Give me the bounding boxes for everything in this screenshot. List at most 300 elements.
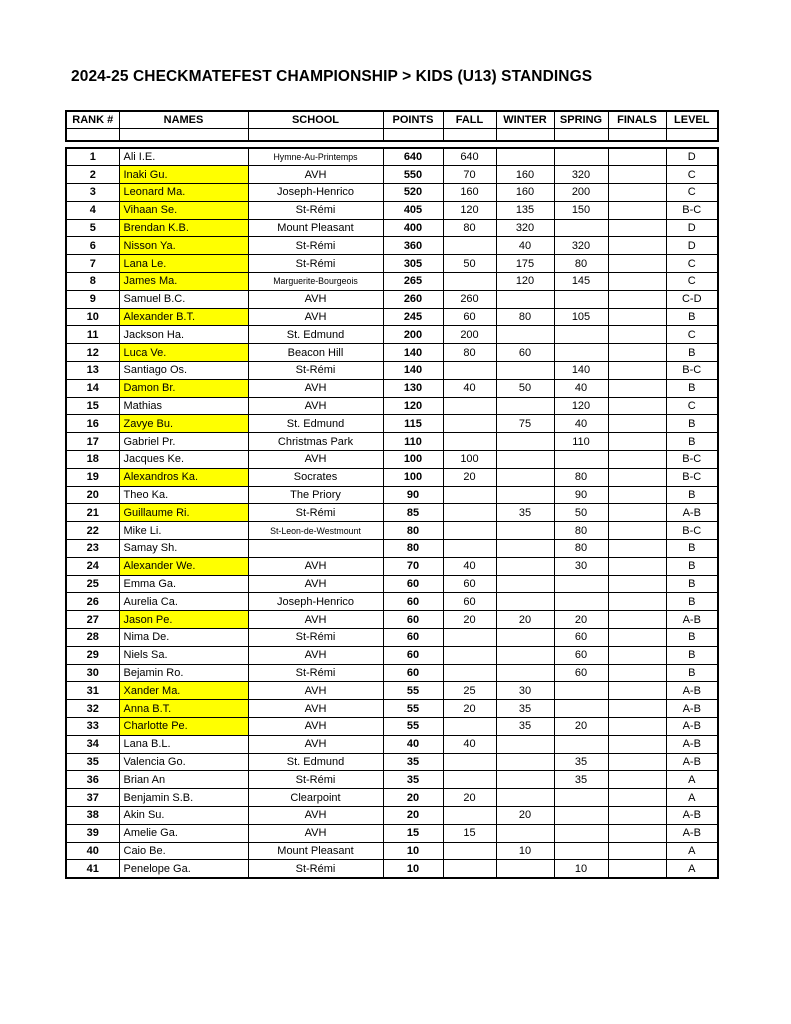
rank-cell: 33 bbox=[66, 718, 119, 736]
rank-cell: 40 bbox=[66, 842, 119, 860]
rank-cell: 6 bbox=[66, 237, 119, 255]
points-cell: 200 bbox=[383, 326, 443, 344]
table-row bbox=[66, 700, 718, 718]
winter-cell bbox=[496, 326, 554, 344]
school-cell: AVH bbox=[248, 308, 383, 326]
rank-cell: 38 bbox=[66, 806, 119, 824]
finals-cell bbox=[608, 860, 666, 878]
level-cell: A-B bbox=[666, 824, 718, 842]
name-cell: Samuel B.C. bbox=[119, 290, 248, 308]
points-cell: 20 bbox=[383, 806, 443, 824]
points-cell: 55 bbox=[383, 718, 443, 736]
name-cell: Brian An bbox=[119, 771, 248, 789]
level-cell: C bbox=[666, 326, 718, 344]
school-cell: Hymne-Au-Printemps bbox=[248, 148, 383, 166]
fall-cell bbox=[443, 540, 496, 558]
points-cell: 60 bbox=[383, 646, 443, 664]
table-row bbox=[66, 290, 718, 308]
rank-cell: 27 bbox=[66, 611, 119, 629]
winter-cell: 20 bbox=[496, 806, 554, 824]
table-row bbox=[66, 629, 718, 647]
rank-cell: 23 bbox=[66, 540, 119, 558]
name-cell: Jason Pe. bbox=[119, 611, 248, 629]
fall-cell bbox=[443, 237, 496, 255]
school-cell: AVH bbox=[248, 611, 383, 629]
winter-cell bbox=[496, 522, 554, 540]
winter-cell bbox=[496, 397, 554, 415]
rank-cell: 12 bbox=[66, 344, 119, 362]
school-cell: St. Edmund bbox=[248, 753, 383, 771]
name-cell: Vihaan Se. bbox=[119, 201, 248, 219]
column-header-spring: SPRING bbox=[554, 111, 608, 128]
points-cell: 60 bbox=[383, 611, 443, 629]
finals-cell bbox=[608, 735, 666, 753]
table-row bbox=[66, 646, 718, 664]
standings-header-table bbox=[65, 110, 719, 142]
spring-cell: 80 bbox=[554, 468, 608, 486]
rank-cell: 1 bbox=[66, 148, 119, 166]
rank-cell: 35 bbox=[66, 753, 119, 771]
school-cell: AVH bbox=[248, 379, 383, 397]
finals-cell bbox=[608, 237, 666, 255]
winter-cell: 75 bbox=[496, 415, 554, 433]
finals-cell bbox=[608, 664, 666, 682]
spring-cell bbox=[554, 806, 608, 824]
school-cell: Joseph-Henrico bbox=[248, 593, 383, 611]
page-title: 2024-25 CHECKMATEFEST CHAMPIONSHIP > KIDS (U13) STANDINGS bbox=[71, 68, 593, 85]
rank-cell: 5 bbox=[66, 219, 119, 237]
winter-cell: 160 bbox=[496, 184, 554, 202]
rank-cell: 14 bbox=[66, 379, 119, 397]
winter-cell: 30 bbox=[496, 682, 554, 700]
points-cell: 110 bbox=[383, 433, 443, 451]
fall-cell bbox=[443, 433, 496, 451]
level-cell: C-D bbox=[666, 290, 718, 308]
finals-cell bbox=[608, 522, 666, 540]
fall-cell bbox=[443, 486, 496, 504]
finals-cell bbox=[608, 451, 666, 469]
spring-cell bbox=[554, 735, 608, 753]
empty-cell bbox=[666, 128, 718, 141]
finals-cell bbox=[608, 184, 666, 202]
name-cell: Lana B.L. bbox=[119, 735, 248, 753]
finals-cell bbox=[608, 629, 666, 647]
points-cell: 40 bbox=[383, 735, 443, 753]
column-header-finals: FINALS bbox=[608, 111, 666, 128]
fall-cell: 40 bbox=[443, 735, 496, 753]
fall-cell: 20 bbox=[443, 789, 496, 807]
winter-cell bbox=[496, 433, 554, 451]
column-header-winter: WINTER bbox=[496, 111, 554, 128]
table-row bbox=[66, 415, 718, 433]
school-cell: Clearpoint bbox=[248, 789, 383, 807]
table-row bbox=[66, 362, 718, 380]
level-cell: A-B bbox=[666, 682, 718, 700]
standings-body bbox=[66, 148, 718, 878]
school-cell: St-Rémi bbox=[248, 237, 383, 255]
spring-cell: 50 bbox=[554, 504, 608, 522]
name-cell: Penelope Ga. bbox=[119, 860, 248, 878]
name-cell: Caio Be. bbox=[119, 842, 248, 860]
empty-cell bbox=[496, 128, 554, 141]
level-cell: B-C bbox=[666, 522, 718, 540]
rank-cell: 26 bbox=[66, 593, 119, 611]
rank-cell: 4 bbox=[66, 201, 119, 219]
name-cell: Ali I.E. bbox=[119, 148, 248, 166]
school-cell: St-Rémi bbox=[248, 664, 383, 682]
winter-cell bbox=[496, 664, 554, 682]
school-cell: AVH bbox=[248, 557, 383, 575]
rank-cell: 3 bbox=[66, 184, 119, 202]
rank-cell: 37 bbox=[66, 789, 119, 807]
table-row bbox=[66, 753, 718, 771]
level-cell: D bbox=[666, 148, 718, 166]
finals-cell bbox=[608, 166, 666, 184]
rank-cell: 11 bbox=[66, 326, 119, 344]
level-cell: B bbox=[666, 344, 718, 362]
winter-cell bbox=[496, 362, 554, 380]
table-row bbox=[66, 735, 718, 753]
winter-cell bbox=[496, 753, 554, 771]
table-row bbox=[66, 806, 718, 824]
winter-cell bbox=[496, 646, 554, 664]
points-cell: 35 bbox=[383, 771, 443, 789]
finals-cell bbox=[608, 540, 666, 558]
rank-cell: 22 bbox=[66, 522, 119, 540]
fall-cell: 160 bbox=[443, 184, 496, 202]
winter-cell: 50 bbox=[496, 379, 554, 397]
spring-cell bbox=[554, 700, 608, 718]
fall-cell bbox=[443, 362, 496, 380]
spring-cell: 10 bbox=[554, 860, 608, 878]
fall-cell bbox=[443, 753, 496, 771]
empty-cell bbox=[248, 128, 383, 141]
finals-cell bbox=[608, 806, 666, 824]
spring-cell bbox=[554, 451, 608, 469]
fall-cell bbox=[443, 806, 496, 824]
name-cell: Charlotte Pe. bbox=[119, 718, 248, 736]
rank-cell: 9 bbox=[66, 290, 119, 308]
spring-cell: 140 bbox=[554, 362, 608, 380]
level-cell: C bbox=[666, 273, 718, 291]
fall-cell bbox=[443, 860, 496, 878]
name-cell: Anna B.T. bbox=[119, 700, 248, 718]
spring-cell: 120 bbox=[554, 397, 608, 415]
finals-cell bbox=[608, 593, 666, 611]
finals-cell bbox=[608, 700, 666, 718]
name-cell: Mathias bbox=[119, 397, 248, 415]
points-cell: 245 bbox=[383, 308, 443, 326]
level-cell: C bbox=[666, 184, 718, 202]
winter-cell: 60 bbox=[496, 344, 554, 362]
points-cell: 520 bbox=[383, 184, 443, 202]
rank-cell: 8 bbox=[66, 273, 119, 291]
level-cell: A-B bbox=[666, 735, 718, 753]
winter-cell bbox=[496, 557, 554, 575]
points-cell: 80 bbox=[383, 540, 443, 558]
finals-cell bbox=[608, 682, 666, 700]
level-cell: B bbox=[666, 486, 718, 504]
winter-cell: 175 bbox=[496, 255, 554, 273]
points-cell: 405 bbox=[383, 201, 443, 219]
finals-cell bbox=[608, 290, 666, 308]
fall-cell: 200 bbox=[443, 326, 496, 344]
points-cell: 55 bbox=[383, 682, 443, 700]
school-cell: Mount Pleasant bbox=[248, 219, 383, 237]
points-cell: 10 bbox=[383, 860, 443, 878]
table-row bbox=[66, 451, 718, 469]
name-cell: Niels Sa. bbox=[119, 646, 248, 664]
winter-cell bbox=[496, 593, 554, 611]
winter-cell bbox=[496, 789, 554, 807]
finals-cell bbox=[608, 201, 666, 219]
table-row bbox=[66, 664, 718, 682]
rank-cell: 31 bbox=[66, 682, 119, 700]
spring-cell: 320 bbox=[554, 237, 608, 255]
empty-cell bbox=[608, 128, 666, 141]
name-cell: Gabriel Pr. bbox=[119, 433, 248, 451]
level-cell: B-C bbox=[666, 362, 718, 380]
name-cell: Valencia Go. bbox=[119, 753, 248, 771]
table-row bbox=[66, 184, 718, 202]
rank-cell: 39 bbox=[66, 824, 119, 842]
rank-cell: 36 bbox=[66, 771, 119, 789]
spring-cell: 80 bbox=[554, 540, 608, 558]
table-row bbox=[66, 522, 718, 540]
rank-cell: 30 bbox=[66, 664, 119, 682]
name-cell: Bejamin Ro. bbox=[119, 664, 248, 682]
fall-cell: 20 bbox=[443, 700, 496, 718]
level-cell: B bbox=[666, 593, 718, 611]
name-cell: Jacques Ke. bbox=[119, 451, 248, 469]
points-cell: 400 bbox=[383, 219, 443, 237]
finals-cell bbox=[608, 255, 666, 273]
finals-cell bbox=[608, 219, 666, 237]
school-cell: AVH bbox=[248, 700, 383, 718]
name-cell: Damon Br. bbox=[119, 379, 248, 397]
spring-cell bbox=[554, 148, 608, 166]
empty-row bbox=[66, 128, 718, 141]
school-cell: AVH bbox=[248, 290, 383, 308]
school-cell: St-Rémi bbox=[248, 771, 383, 789]
spring-cell bbox=[554, 219, 608, 237]
empty-cell bbox=[443, 128, 496, 141]
school-cell: Beacon Hill bbox=[248, 344, 383, 362]
winter-cell: 120 bbox=[496, 273, 554, 291]
winter-cell: 40 bbox=[496, 237, 554, 255]
points-cell: 80 bbox=[383, 522, 443, 540]
level-cell: B bbox=[666, 415, 718, 433]
rank-cell: 20 bbox=[66, 486, 119, 504]
level-cell: B bbox=[666, 540, 718, 558]
points-cell: 115 bbox=[383, 415, 443, 433]
spring-cell: 30 bbox=[554, 557, 608, 575]
level-cell: C bbox=[666, 397, 718, 415]
level-cell: B-C bbox=[666, 451, 718, 469]
winter-cell bbox=[496, 148, 554, 166]
table-row bbox=[66, 789, 718, 807]
winter-cell: 10 bbox=[496, 842, 554, 860]
winter-cell bbox=[496, 824, 554, 842]
spring-cell: 105 bbox=[554, 308, 608, 326]
table-row bbox=[66, 486, 718, 504]
table-row bbox=[66, 344, 718, 362]
fall-cell: 20 bbox=[443, 611, 496, 629]
table-row bbox=[66, 682, 718, 700]
name-cell: Alexandros Ka. bbox=[119, 468, 248, 486]
spring-cell bbox=[554, 682, 608, 700]
column-header-rank: RANK # bbox=[66, 111, 119, 128]
level-cell: A bbox=[666, 860, 718, 878]
level-cell: C bbox=[666, 255, 718, 273]
rank-cell: 21 bbox=[66, 504, 119, 522]
points-cell: 60 bbox=[383, 575, 443, 593]
points-cell: 640 bbox=[383, 148, 443, 166]
fall-cell: 70 bbox=[443, 166, 496, 184]
finals-cell bbox=[608, 415, 666, 433]
spring-cell bbox=[554, 789, 608, 807]
table-row bbox=[66, 273, 718, 291]
level-cell: A-B bbox=[666, 504, 718, 522]
rank-cell: 28 bbox=[66, 629, 119, 647]
school-cell: AVH bbox=[248, 735, 383, 753]
rank-cell: 25 bbox=[66, 575, 119, 593]
name-cell: Brendan K.B. bbox=[119, 219, 248, 237]
spring-cell: 35 bbox=[554, 771, 608, 789]
name-cell: Benjamin S.B. bbox=[119, 789, 248, 807]
rank-cell: 10 bbox=[66, 308, 119, 326]
finals-cell bbox=[608, 486, 666, 504]
winter-cell bbox=[496, 575, 554, 593]
level-cell: D bbox=[666, 237, 718, 255]
table-row bbox=[66, 326, 718, 344]
winter-cell bbox=[496, 290, 554, 308]
points-cell: 20 bbox=[383, 789, 443, 807]
fall-cell bbox=[443, 664, 496, 682]
rank-cell: 24 bbox=[66, 557, 119, 575]
level-cell: B bbox=[666, 433, 718, 451]
level-cell: B-C bbox=[666, 201, 718, 219]
table-row bbox=[66, 540, 718, 558]
spring-cell: 110 bbox=[554, 433, 608, 451]
school-cell: Christmas Park bbox=[248, 433, 383, 451]
standings-table bbox=[65, 147, 719, 879]
spring-cell: 90 bbox=[554, 486, 608, 504]
level-cell: A-B bbox=[666, 806, 718, 824]
school-cell: St-Leon-de-Westmount bbox=[248, 522, 383, 540]
table-row bbox=[66, 433, 718, 451]
fall-cell bbox=[443, 629, 496, 647]
rank-cell: 19 bbox=[66, 468, 119, 486]
fall-cell: 60 bbox=[443, 308, 496, 326]
school-cell: AVH bbox=[248, 575, 383, 593]
rank-cell: 7 bbox=[66, 255, 119, 273]
school-cell: St-Rémi bbox=[248, 860, 383, 878]
name-cell: Akin Su. bbox=[119, 806, 248, 824]
table-row bbox=[66, 166, 718, 184]
empty-cell bbox=[383, 128, 443, 141]
winter-cell bbox=[496, 540, 554, 558]
name-cell: Jackson Ha. bbox=[119, 326, 248, 344]
column-header-school: SCHOOL bbox=[248, 111, 383, 128]
name-cell: Xander Ma. bbox=[119, 682, 248, 700]
rank-cell: 34 bbox=[66, 735, 119, 753]
spring-cell: 40 bbox=[554, 379, 608, 397]
name-cell: Amelie Ga. bbox=[119, 824, 248, 842]
table-row bbox=[66, 148, 718, 166]
finals-cell bbox=[608, 344, 666, 362]
school-cell: AVH bbox=[248, 166, 383, 184]
spring-cell bbox=[554, 824, 608, 842]
fall-cell bbox=[443, 522, 496, 540]
school-cell: Marguerite-Bourgeois bbox=[248, 273, 383, 291]
fall-cell: 640 bbox=[443, 148, 496, 166]
finals-cell bbox=[608, 611, 666, 629]
finals-cell bbox=[608, 575, 666, 593]
name-cell: Nisson Ya. bbox=[119, 237, 248, 255]
table-row bbox=[66, 557, 718, 575]
name-cell: Samay Sh. bbox=[119, 540, 248, 558]
fall-cell: 80 bbox=[443, 219, 496, 237]
winter-cell: 35 bbox=[496, 718, 554, 736]
table-row bbox=[66, 308, 718, 326]
spring-cell: 150 bbox=[554, 201, 608, 219]
rank-cell: 15 bbox=[66, 397, 119, 415]
school-cell: AVH bbox=[248, 806, 383, 824]
rank-cell: 13 bbox=[66, 362, 119, 380]
spring-cell: 20 bbox=[554, 718, 608, 736]
table-row bbox=[66, 593, 718, 611]
spring-cell: 60 bbox=[554, 646, 608, 664]
school-cell: AVH bbox=[248, 451, 383, 469]
points-cell: 140 bbox=[383, 362, 443, 380]
spring-cell bbox=[554, 842, 608, 860]
finals-cell bbox=[608, 718, 666, 736]
points-cell: 85 bbox=[383, 504, 443, 522]
finals-cell bbox=[608, 273, 666, 291]
column-header-fall: FALL bbox=[443, 111, 496, 128]
name-cell: Leonard Ma. bbox=[119, 184, 248, 202]
points-cell: 130 bbox=[383, 379, 443, 397]
empty-cell bbox=[66, 128, 119, 141]
table-row bbox=[66, 219, 718, 237]
winter-cell bbox=[496, 771, 554, 789]
finals-cell bbox=[608, 397, 666, 415]
points-cell: 265 bbox=[383, 273, 443, 291]
school-cell: St-Rémi bbox=[248, 629, 383, 647]
school-cell: AVH bbox=[248, 824, 383, 842]
finals-cell bbox=[608, 433, 666, 451]
rank-cell: 18 bbox=[66, 451, 119, 469]
winter-cell bbox=[496, 629, 554, 647]
spring-cell: 80 bbox=[554, 522, 608, 540]
fall-cell bbox=[443, 397, 496, 415]
header-row bbox=[66, 111, 718, 128]
spring-cell: 200 bbox=[554, 184, 608, 202]
name-cell: Alexander We. bbox=[119, 557, 248, 575]
school-cell: Joseph-Henrico bbox=[248, 184, 383, 202]
level-cell: D bbox=[666, 219, 718, 237]
level-cell: B bbox=[666, 379, 718, 397]
fall-cell bbox=[443, 646, 496, 664]
level-cell: A-B bbox=[666, 718, 718, 736]
spring-cell bbox=[554, 344, 608, 362]
level-cell: A-B bbox=[666, 753, 718, 771]
winter-cell bbox=[496, 468, 554, 486]
points-cell: 550 bbox=[383, 166, 443, 184]
points-cell: 60 bbox=[383, 593, 443, 611]
name-cell: Alexander B.T. bbox=[119, 308, 248, 326]
